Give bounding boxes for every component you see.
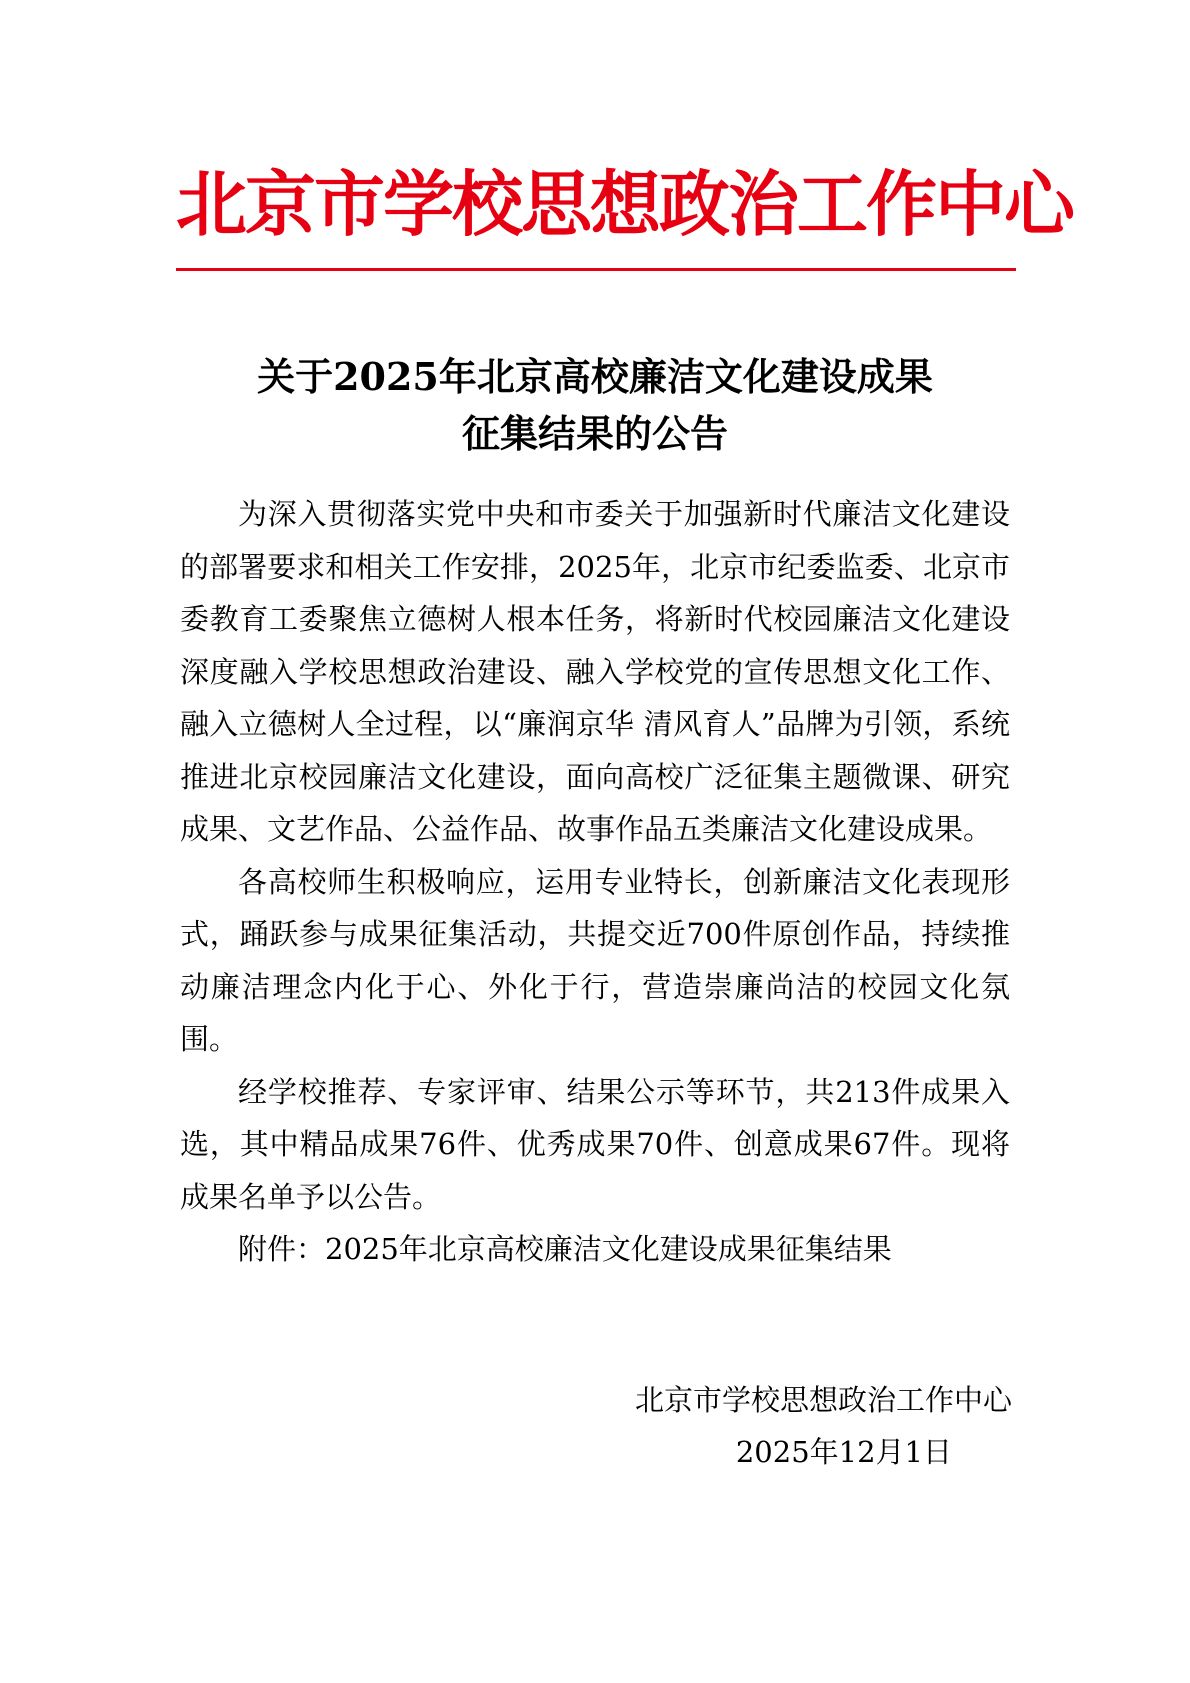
document-title: [120, 348, 1070, 462]
header-red-rule: [176, 268, 1016, 271]
body-paragraph-3: 经学校推荐、专家评审、结果公示等环节，共213件成果入选，其中精品成果76件、优秀成果70件、创意成果67件。现将成果名单予以公告。: [180, 1074, 1010, 1214]
signature-date: 2025年12月1日: [735, 1435, 952, 1469]
signature-organization: 北京市学校思想政治工作中心: [634, 1383, 1012, 1417]
signature-block: [392, 1374, 1012, 1478]
document-title-line-2: 征集结果的公告: [461, 411, 728, 456]
document-title-line-1: 关于2025年北京高校廉洁文化建设成果: [257, 354, 933, 399]
document-body: [180, 488, 1010, 1276]
header-organization-title: 北京市学校思想政治工作中心: [176, 163, 1074, 246]
body-paragraph-2: 各高校师生积极响应，运用专业特长，创新廉洁文化表现形式，踊跃参与成果征集活动，共提交近700件原创作品，持续推动廉洁理念内化于心、外化于行，营造崇廉尚洁的校园文化氛围。: [180, 864, 1010, 1056]
body-paragraph-1: 为深入贯彻落实党中央和市委关于加强新时代廉洁文化建设的部署要求和相关工作安排，2025年，北京市纪委监委、北京市委教育工委聚焦立德树人根本任务，将新时代校园廉洁文化建设深度融入学校思想政治建设、融入学校党的宣传思想文化工作、融入立德树人全过程，以“廉润京华 清风育人”品牌为引领，系统推进北京校园廉洁文化建设，面向高校广泛征集主题微课、研究成果、文艺作品、公益作品、故事作品五类廉洁文化建设成果。: [180, 497, 1010, 846]
attachment-line: 附件：2025年北京高校廉洁文化建设成果征集结果: [238, 1232, 892, 1266]
